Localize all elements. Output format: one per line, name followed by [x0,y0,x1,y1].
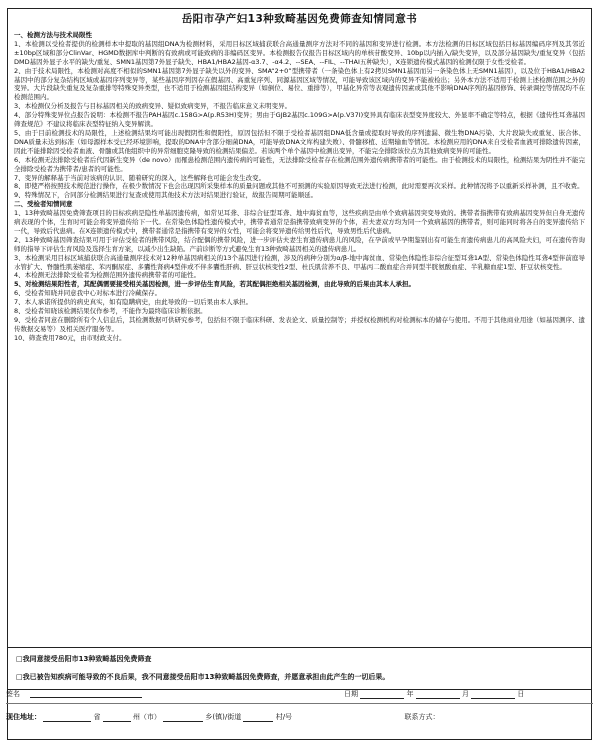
s2-item-9: 9、受检者同意在删除所有个人信息后，其检测数据可供研究参考，包括但不限于临床科研、发表论文、质量控制等；并授权检测机构对检测标本的储存与使用。不用于其他商业用途（如基因测序、遗传数据交易等）及相关医疗服务等。 [14,316,585,333]
s1-item-2: 2、由于技术局限性，本检测对高度不相似的SMN1基因第7外显子缺失以外的变异、SMA“2+0”型携带者（一条染色体上有2拷贝SMN1基因而另一条染色体上无SMN1基因），以及位于HBA1/HBA2基因中的部分复杂结构区域或基因序列变异等，某些基因序列因存在假基因、高重复序列、同源基因区域等情况，可能导致该区域内的变异不能被检出；另外本方法不适用于检测上述检测范围之外的变异。大片段缺失重复及复杂重排等特殊变异类型，也不适用于检测基因组结构变异（如倒位、易位、重排等），甲基化异常等表观遗传因素或其他不影响DNA序列的基因修饰、转录调控等情况均不在检测范围内。 [14,66,585,102]
date-month-label: 月 [461,690,469,698]
address-row [6,712,593,722]
address-label: 现住地址： [6,713,41,721]
s1-item-9: 9、特殊情况下，合同部分检测结果进行复查或使用其他技术方法对结果进行验证，故报告周期可能顺延。 [14,191,318,200]
s1-item-5: 5、由于目前检测技术的局限性，上述检测结果均可能出现假阴性和假阳性，原因包括但不限于受检者基因组DNA低含量或提取时导致的序列遗漏、微生物DNA污染、大片段缺失或重复、嵌合体、DNA质量未达到标准（如母源样本受已经环境影响，提取的DNA中含部分细菌DNA，可能导致DNA文库构建失败）、骨髓移植、近期输血等情况。本检测应用的DNA来自受检者血液可排除遗传因素，因此不能排除因受检者血液、骨髓或其他组织中的异常细胞克隆导致的检测结果偏差。若该两个单个基因中检测出变异，不能完全排除该位点为其他致病变异的可能性。 [14,128,585,155]
address-city-field[interactable] [103,713,131,722]
address-province-field[interactable] [43,713,91,722]
s1-item-8: 8、即使严格按照技术规范进行操作，在极少数情况下也会出现因所采集样本的质量问题或其他不可预测的实验原因导致无法进行检测，此时需要再次采样。此种情况将予以重新采样补测，且不收费。 [14,182,584,191]
signature-label: 签名 [6,690,20,698]
address-village-label: 村/号 [275,713,293,721]
s2-item-7: 7、本人承诺所提供的病史真实，如有隐瞒病史，由此导致的一切后果由本人承担。 [14,298,253,307]
s2-item-5: 5、对检测结果阳性者，其配偶需要接受相关基因检测，进一步评估生育风险，若其配偶拒绝相关基因检测，由此导致的后果由其本人承担。 [14,280,416,289]
consent-agree-option[interactable] [16,654,151,664]
consent-agree-label: □我同意接受岳阳市13种致畸基因免费筛查 [16,655,152,663]
s2-item-1: 1、13种致畸基因免费筛查项目的目标疾病是隐性单基因遗传病，如常见耳聋、非综合征型耳聋、地中海贫血等，这些疾病是由单个致病基因突变导致的。携带者指携带有致病基因变异但自身无遗传病表现的个体，生育时可能会将变异遗传给下一代。在常染色体隐性遗传模式中，携带者通常是指携带致病变异的个体，若夫妻双方均为同一个致病基因的携带者，则可能同时将各自的变异遗传给下一代，导致后代患病。在X连锁遗传模式中，携带者通常是指携带有变异的女性，可能会将变异遗传给男性后代，导致男性后代患病。 [14,209,585,235]
date-year-label: 年 [406,690,414,698]
s1-item-6: 6、本检测无法排除受检者后代因新生变异（de novo）而罹患检测范围内遗传病的可能性，无法排除受检者存在检测范围外遗传病携带者的可能性。由于检测技术的局限性，检测结果为阴性并不能完全排除受检者为携带者/患者的可能性。 [14,155,585,173]
s2-item-8: 8、受检者知晓该检测结果仅作参考，不能作为最终临床诊断依据。 [14,307,207,316]
consent-decline-label: □我已被告知疾病可能导致的不良后果，我不同意接受岳阳市13种致畸基因免费筛查，并愿意承担由此产生的一切后果。 [16,673,390,681]
consent-decline-option[interactable] [16,672,389,682]
consent-form [7,8,592,740]
s2-item-3: 3、本检测采用目标区域捕获联合高通量测序技术对12种单基因病相关的13个基因进行检测，涉及的病种分别为α/β-地中海贫血、常染色体隐性非综合征型耳聋1A型、常染色体隐性耳聋4型伴前庭导水管扩大、脊髓性肌萎缩症、苯丙酮尿症、多囊性肾病4型伴或不伴多囊性肝病、肝豆状核变性2型、杜氏肌营养不良、甲基丙二酸血症合并同型半胱氨酸血症、半乳糖血症1型、肝豆状核变性。 [14,253,585,271]
address-town-label: 乡(镇)/街道 [205,713,242,721]
s1-item-4: 4、部分特殊变异位点报告说明：本检测不报告PAH基因c.158G>A(p.R53H)变异；男由于GJB2基因c.109G>A(p.V37I)变异具有临床表型变异度较大、外显率不确定等特点，根据《遗传性耳聋基因筛查规范》不建议将临床表型特征纳入变异解读。 [14,111,585,129]
form-title: 岳阳市孕产妇13种致畸基因免费筛查知情同意书 [181,13,418,25]
s1-item-1: 1、本检测以受检者提供的检测样本中提取的基因组DNA为检测材料，采用目标区域捕获联合高通量测序方法对不同的基因和变异进行检测。本方法检测的目标区域包括目标基因编码序列及其邻近±10bp区域和部分ClinVar、HGMD数据库中判断的有致病或可能致病的非编码区变异。本检测报告仅报告目标区域内的单核苷酸变异、10bp以内插入/缺失变异，以及部分基因缺失/重复变异（包括DMD基因外显子水平的缺失/重复、SMN1基因第7外显子缺失、HBA1/HBA2基因-α3.7、-α4.2、--SEA、--FIL、--THAI五种缺失），X连锁遗传模式基因的检测仅限于女性受检者。 [14,39,585,66]
address-town-field[interactable] [163,713,203,722]
s1-item-3: 3、本检测仅分析及报告与目标基因相关的致病变异、疑似致病变异，不报告临床意义未明变异。 [14,102,292,111]
form-body [14,31,585,343]
section2-title: 二、受检者知情同意 [14,200,73,209]
address-village-field[interactable] [243,713,273,722]
date-label: 日期 [344,690,358,698]
section1-title: 一、检测方法与技术局限性 [14,31,92,39]
s2-item-6: 6、受检者知晓并同意我中心对标本进行冷藏保存。 [14,289,162,298]
s2-item-2: 2、13种致畸基因筛查结果可用于评估受检者的携带风险，结合配偶的携带风险，进一步评估夫妻生育遗传病患儿的风险，在孕前或早孕期鉴别出有可能生育遗传病患儿的高风险夫妇，可在遗传咨询师的指导下评估生育风险及选择生育方案，以减少出生缺陷。产前诊断等方式避免生育13种致畸基因相关的遗传病患儿。 [14,235,585,253]
address-city-label: 州（市） [132,713,161,721]
phone-label: 联系方式： [404,713,440,721]
signature-row [6,685,593,704]
date-field[interactable] [344,689,524,699]
date-day-label: 日 [517,690,525,698]
signature-field[interactable] [30,697,142,698]
s2-item-4: 4、本检测无法排除受检者为检测范围外遗传病携带者的可能性。 [14,271,201,280]
s1-item-7: 7、变异的解释基于当前对该病的认识、随着研究的深入，这些解释也可能会发生改变。 [14,173,266,182]
consent-block [8,647,591,690]
address-province-label: 省 [93,713,101,721]
s2-item-10: 10、筛查费用780元，由市财政支付。 [14,333,126,342]
